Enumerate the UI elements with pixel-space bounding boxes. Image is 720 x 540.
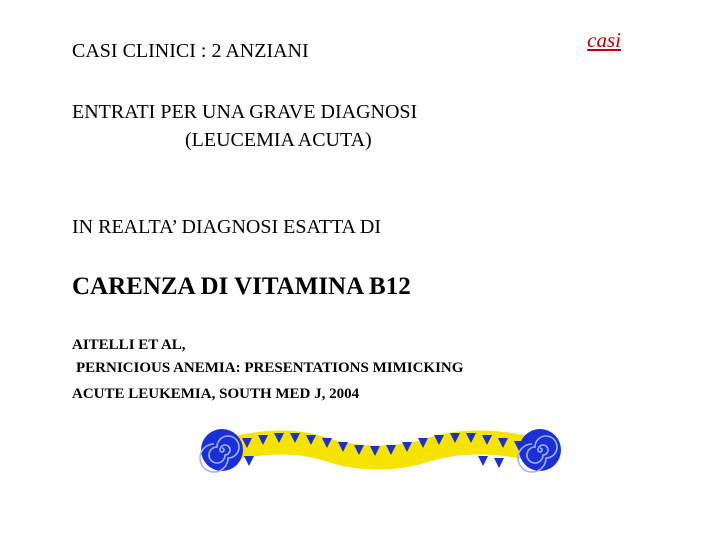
real-diagnosis-line: IN REALTA’ DIAGNOSI ESATTA DI — [72, 216, 382, 238]
reference-authors: AITELLI ET AL, — [72, 337, 186, 353]
headline: CARENZA DI VITAMINA B12 — [72, 273, 411, 300]
wave-divider — [198, 424, 564, 476]
spiral-icon-left — [200, 429, 243, 472]
reference-title: PERNICIOUS ANEMIA: PRESENTATIONS MIMICKING — [76, 360, 464, 376]
reference-source: ACUTE LEUKEMIA, SOUTH MED J, 2004 — [72, 386, 360, 402]
casi-link[interactable]: casi — [587, 28, 621, 52]
slide-title: CASI CLINICI : 2 ANZIANI — [72, 40, 309, 62]
diagnosis-detail: (LEUCEMIA ACUTA) — [185, 129, 372, 151]
diagnosis-line: ENTRATI PER UNA GRAVE DIAGNOSI — [72, 101, 418, 123]
